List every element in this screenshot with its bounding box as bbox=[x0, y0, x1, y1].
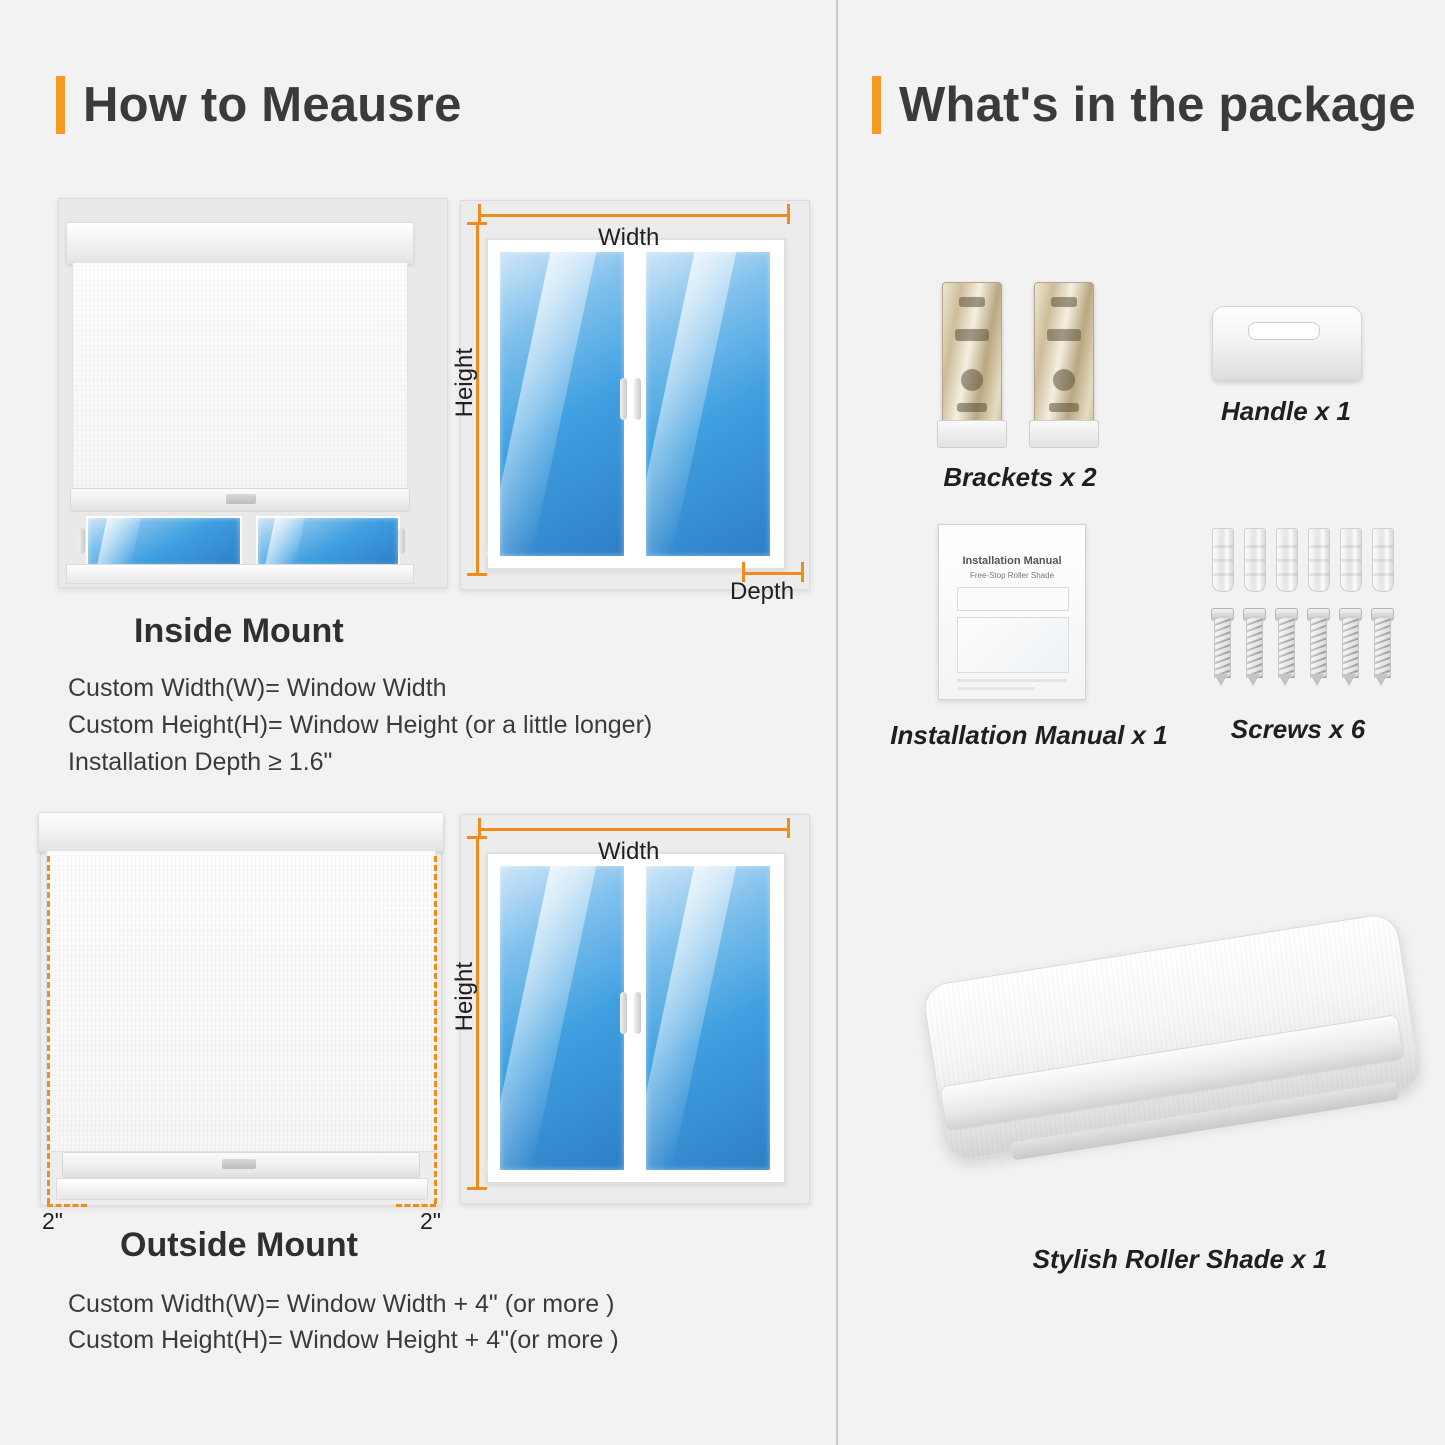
inside-mount-spec-3: Installation Depth ≥ 1.6" bbox=[68, 748, 333, 776]
handle-caption: Handle x 1 bbox=[1220, 396, 1352, 426]
wall-anchor-2 bbox=[1244, 528, 1266, 592]
height-cap-top bbox=[467, 836, 487, 839]
manual-step-row bbox=[957, 587, 1069, 611]
outside-mount-spec-2: Custom Height(H)= Window Height + 4"(or more ) bbox=[68, 1326, 619, 1354]
bracket-footplate bbox=[937, 420, 1007, 448]
depth-cap-right bbox=[801, 562, 804, 582]
screws-caption: Screws x 6 bbox=[1230, 714, 1366, 744]
shade-pull-tab bbox=[226, 494, 256, 504]
wall-anchor-1 bbox=[1212, 528, 1234, 592]
measure-glass-left bbox=[498, 250, 626, 558]
bracket-slot bbox=[1051, 297, 1077, 307]
shade-cassette bbox=[38, 812, 444, 852]
measure-handle-left bbox=[620, 992, 627, 1034]
inside-mount-spec-1: Custom Width(W)= Window Width bbox=[68, 674, 447, 702]
depth-measure-line bbox=[742, 572, 804, 575]
manual-subtitle: Free-Stop Roller Shade bbox=[969, 571, 1055, 580]
left-extension-base bbox=[47, 1204, 87, 1207]
section-heading-package bbox=[872, 76, 1416, 134]
right-extension-guide bbox=[434, 856, 437, 1204]
section-heading-how-to-measure bbox=[56, 76, 462, 134]
label-width: Width bbox=[598, 838, 660, 865]
package-item-roller-shade bbox=[900, 900, 1420, 1200]
outside-mount-title: Outside Mount bbox=[120, 1226, 358, 1264]
window-sill bbox=[66, 564, 414, 584]
height-cap-bottom bbox=[467, 1187, 487, 1190]
glass-highlight bbox=[486, 252, 597, 556]
right-extension-base bbox=[396, 1204, 436, 1207]
width-measure-line bbox=[478, 828, 790, 831]
width-cap-left bbox=[478, 204, 481, 224]
screw-6 bbox=[1374, 608, 1389, 686]
measure-glass-right bbox=[644, 250, 772, 558]
label-depth: Depth bbox=[730, 578, 795, 605]
measure-glass-left bbox=[498, 864, 626, 1172]
outside-mount-spec-1: Custom Width(W)= Window Width + 4" (or more ) bbox=[68, 1290, 615, 1318]
inside-mount-spec-2: Custom Height(H)= Window Height (or a little longer) bbox=[68, 711, 653, 739]
shade-pull-tab bbox=[222, 1159, 256, 1169]
window-handle-right bbox=[398, 528, 405, 554]
manual-text-line bbox=[957, 679, 1067, 682]
width-cap-right bbox=[787, 204, 790, 224]
label-height: Height bbox=[451, 962, 478, 1032]
screw-2 bbox=[1246, 608, 1261, 686]
measure-handle-left bbox=[620, 378, 627, 420]
shade-fabric bbox=[46, 850, 436, 1152]
bracket-icon-2 bbox=[1034, 282, 1094, 439]
heading-accent-bar bbox=[56, 76, 65, 134]
wall-anchor-6 bbox=[1372, 528, 1394, 592]
bracket-footplate bbox=[1029, 420, 1099, 448]
heading-text: What's in the package bbox=[899, 78, 1416, 132]
manual-icon bbox=[938, 524, 1086, 700]
glass-pane-left bbox=[86, 516, 242, 568]
bracket-slot bbox=[1047, 329, 1081, 341]
width-measure-line bbox=[478, 214, 790, 217]
screw-3 bbox=[1278, 608, 1293, 686]
shade-fabric bbox=[72, 262, 408, 492]
label-height: Height bbox=[451, 348, 478, 418]
label-width: Width bbox=[598, 224, 660, 251]
brackets-caption: Brackets x 2 bbox=[943, 462, 1097, 492]
manual-text-line bbox=[957, 687, 1035, 690]
width-cap-right bbox=[787, 818, 790, 838]
column-divider bbox=[836, 0, 838, 1445]
wall-anchor-3 bbox=[1276, 528, 1298, 592]
handle-grip-slot bbox=[1248, 322, 1320, 340]
window-handle-left bbox=[78, 528, 85, 554]
glass-highlight bbox=[630, 252, 737, 556]
screw-4 bbox=[1310, 608, 1325, 686]
measure-glass-right bbox=[644, 864, 772, 1172]
height-cap-top bbox=[467, 222, 487, 225]
manual-illustration bbox=[957, 617, 1069, 673]
bracket-slot bbox=[959, 297, 985, 307]
label-right-extension: 2" bbox=[420, 1208, 441, 1234]
heading-text: How to Meausre bbox=[83, 78, 462, 132]
bracket-slot bbox=[957, 403, 987, 412]
handle-icon bbox=[1212, 306, 1362, 380]
height-cap-bottom bbox=[467, 573, 487, 576]
left-extension-guide bbox=[47, 856, 50, 1204]
screw-5 bbox=[1342, 608, 1357, 686]
glass-highlight bbox=[630, 866, 737, 1170]
bracket-slot bbox=[1049, 403, 1079, 412]
manual-title: Installation Manual bbox=[962, 555, 1062, 567]
wall-anchor-4 bbox=[1308, 528, 1330, 592]
heading-accent-bar bbox=[872, 76, 881, 134]
bracket-slot bbox=[955, 329, 989, 341]
bracket-icon-1 bbox=[942, 282, 1002, 439]
inside-mount-title: Inside Mount bbox=[134, 612, 344, 650]
measure-handle-right bbox=[634, 378, 641, 420]
wall-anchor-5 bbox=[1340, 528, 1362, 592]
glass-highlight bbox=[97, 518, 141, 566]
glass-pane-right bbox=[256, 516, 400, 568]
window-sill bbox=[56, 1178, 428, 1200]
label-left-extension: 2" bbox=[42, 1208, 63, 1234]
measure-handle-right bbox=[634, 992, 641, 1034]
glass-highlight bbox=[265, 518, 305, 566]
manual-caption: Installation Manual x 1 bbox=[890, 720, 1168, 750]
roller-shade-caption: Stylish Roller Shade x 1 bbox=[1032, 1244, 1328, 1274]
screw-1 bbox=[1214, 608, 1229, 686]
width-cap-left bbox=[478, 818, 481, 838]
shade-cassette bbox=[66, 222, 414, 264]
glass-highlight bbox=[486, 866, 597, 1170]
bracket-hole bbox=[1053, 369, 1075, 391]
bracket-hole bbox=[961, 369, 983, 391]
